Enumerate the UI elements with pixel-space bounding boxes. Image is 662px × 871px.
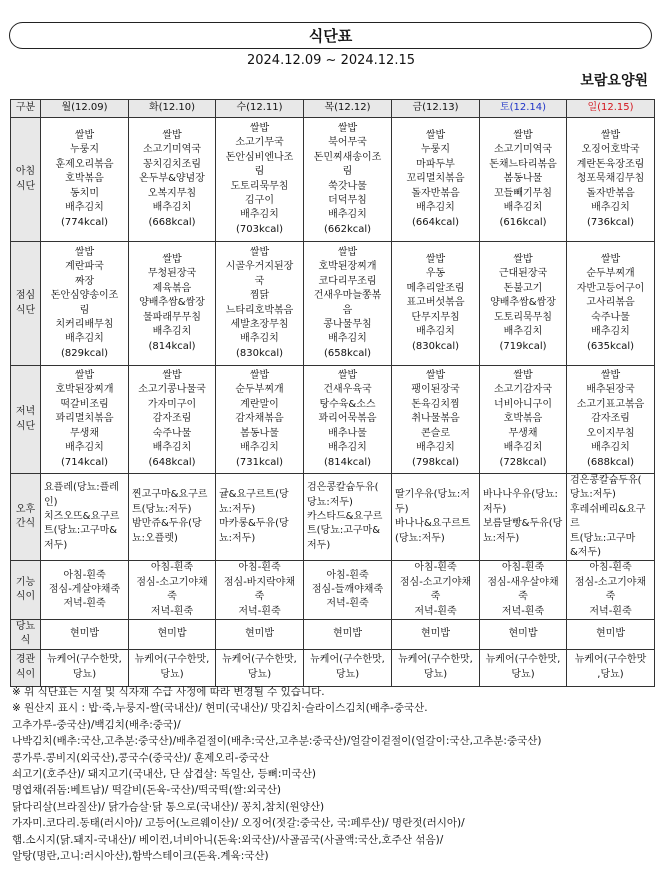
menu-cell: 현미밥 [41, 620, 129, 650]
row-label-tube-feeding: 경관 식이 [11, 649, 41, 686]
menu-cell: 쌀밥 누룽지 마파두부 꼬리멸치볶음 돌자반볶음 배추김치 (664kcal) [392, 118, 480, 242]
menu-cell: 딸기우유(당뇨:저 두) 바나나&요구르트 (당뇨:저두) [392, 474, 480, 561]
menu-cell: 뉴케어(구수한맛, 당뇨) [392, 649, 480, 686]
menu-cell: 쌀밥 팽이된장국 돈육김치찜 취나물볶음 콘슬로 배추김치 (798kcal) [392, 366, 480, 474]
note-line: 가자미.코다리.동태(러시아)/ 고등어(노르웨이산)/ 오징어(젓갈:중국산, 국:페루산)/ 명란젓(러시아)/ [12, 817, 465, 830]
note-line: 콩가루.콩비지(외국산),콩국수(중국산)/ 훈제오리-중국산 [12, 751, 269, 764]
menu-cell: 쌀밥 소고기감자국 너비아니구이 호박볶음 무생채 배추김치 (728kcal) [480, 366, 567, 474]
category-header: 구분 [11, 100, 41, 118]
menu-cell: 아침-흰죽 점심-게살야채죽 저녁-흰죽 [41, 561, 129, 620]
menu-cell: 귤&요구르트(당 뇨:저두) 마카롱&두유(당 뇨:저두) [216, 474, 304, 561]
menu-cell: 쌀밥 근대된장국 돈불고기 양배추쌈&쌈장 도토리묵무침 배추김치 (719kcal) [480, 242, 567, 366]
menu-cell: 뉴케어(구수한맛, 당뇨) [41, 649, 129, 686]
menu-cell: 쌀밥 시골우거지된장 국 찜닭 느타리호박볶음 세발초장무침 배추김치 (830kcal) [216, 242, 304, 366]
menu-cell: 요플레(당뇨:플레 인) 치즈오뜨&요구르 트(당뇨:고구마& 저두) [41, 474, 129, 561]
menu-row-lunch [11, 242, 655, 366]
note-line: 고추가루-중국산)/백김치(배추:중국)/ [12, 718, 181, 731]
note-line: 알탕(명란,고니:러시아산),함박스테이크(돈육.계육:국산) [12, 850, 269, 863]
menu-cell: 아침-흰죽 점심-들깨야채죽 저녁-흰죽 [304, 561, 392, 620]
menu-cell: 아침-흰죽 점심-소고기야채 죽 저녁-흰죽 [392, 561, 480, 620]
date-range: 2024.12.09 ~ 2024.12.15 [246, 53, 416, 68]
menu-cell: 쌀밥 소고기미역국 돈채느타리볶음 봄동나물 꼬들빼기무침 배추김치 (616kcal) [480, 118, 567, 242]
menu-cell: 쌀밥 우동 메추리알조림 표고버섯볶음 단무지무침 배추김치 (830kcal) [392, 242, 480, 366]
note-line: ※ 위 식단표는 시설 및 식자재 수급 사정에 따라 변경될 수 있습니다. [12, 686, 325, 698]
menu-cell: 아침-흰죽 점심-바지락야채 죽 저녁-흰죽 [216, 561, 304, 620]
day-header-sun: 일(12.15) [567, 100, 655, 118]
menu-row-breakfast [11, 118, 655, 242]
menu-cell: 아침-흰죽 점심-소고기야채 죽 저녁-흰죽 [567, 561, 655, 620]
menu-cell: 바나나우유(당뇨: 저두) 보름달빵&두유(당 뇨:저두) [480, 474, 567, 561]
menu-cell: 쌀밥 오징어호박국 계란돈육장조림 청포묵채김무침 돌자반볶음 배추김치 (736kcal) [567, 118, 655, 242]
notes-section [12, 684, 652, 864]
day-header-tue: 화(12.10) [129, 100, 216, 118]
menu-cell: 검은콩칼슘두유( 당뇨:저두) 카스타드&요구르 트(당뇨:고구마& 저두) [304, 474, 392, 561]
menu-cell: 쌀밥 배추된장국 소고기표고볶음 감자조림 오이지무침 배추김치 (688kcal) [567, 366, 655, 474]
menu-cell: 뉴케어(구수한맛, 당뇨) [129, 649, 216, 686]
row-label-dinner: 저녁 식단 [11, 366, 41, 474]
menu-cell: 아침-흰죽 점심-새우살야채 죽 저녁-흰죽 [480, 561, 567, 620]
menu-row-special-diet [11, 561, 655, 620]
page-title-box [9, 22, 652, 49]
menu-cell: 쌀밥 건새우육국 탕수육&소스 꽈리어묵볶음 배추나물 배추김치 (814kcal) [304, 366, 392, 474]
note-line: 쇠고기(호주산)/ 돼지고기(국내산, 단 삼겹살: 독일산, 등뼈:미국산) [12, 768, 316, 781]
menu-cell: 쌀밥 소고기미역국 꽁치김치조림 온두부&양념장 오복지무침 배추김치 (668kcal) [129, 118, 216, 242]
menu-cell: 현미밥 [216, 620, 304, 650]
menu-cell: 검은콩칼슘두유( 당뇨:저두) 후레쉬베리&요구르 트(당뇨:고구마 &저두) [567, 474, 655, 561]
menu-cell: 쌀밥 계란파국 짜장 돈안심양송이조 림 치커리배무침 배추김치 (829kcal) [41, 242, 129, 366]
menu-row-dinner [11, 366, 655, 474]
menu-cell: 뉴케어(구수한맛 ,당뇨) [567, 649, 655, 686]
menu-cell: 쌀밥 무청된장국 제육볶음 양배추쌈&쌈장 물파래무무침 배추김치 (814kcal) [129, 242, 216, 366]
menu-cell: 뉴케어(구수한맛, 당뇨) [216, 649, 304, 686]
day-header-thu: 목(12.12) [304, 100, 392, 118]
row-label-special-diet: 기능 식이 [11, 561, 41, 620]
menu-cell: 현미밥 [567, 620, 655, 650]
row-label-snack: 오후 간식 [11, 474, 41, 561]
row-label-diabetic-diet: 당뇨 식 [11, 620, 41, 650]
menu-cell: 쌀밥 순두부찌개 계란말이 감자채볶음 봄동나물 배추김치 (731kcal) [216, 366, 304, 474]
menu-cell: 아침-흰죽 점심-소고기야채 죽 저녁-흰죽 [129, 561, 216, 620]
menu-cell: 쌀밥 북어무국 돈민찌새송이조 림 쑥갓나물 더덕무침 배추김치 (662kcal) [304, 118, 392, 242]
row-label-lunch: 점심 식단 [11, 242, 41, 366]
note-line: 닭다리살(브라질산)/ 닭가슴살·닭 통으로(국내산)/ 꽁치,참치(원양산) [12, 800, 325, 813]
menu-row-snack [11, 474, 655, 561]
header-row [11, 100, 655, 118]
note-line: 나박김치(배추:국산,고추분:중국산)/배추겉절이(배추:국산,고추분:중국산)/얼갈이겉절이(얼갈이:국산,고추분:중국산) [12, 735, 542, 748]
menu-cell: 쌀밥 소고기콩나물국 가자미구이 감자조림 숙주나물 배추김치 (648kcal) [129, 366, 216, 474]
day-header-mon: 월(12.09) [41, 100, 129, 118]
menu-cell: 현미밥 [480, 620, 567, 650]
menu-cell: 찐고구마&요구르 트(당뇨:저두) 밤만쥬&두유(당 뇨:오플렛) [129, 474, 216, 561]
menu-row-tube-feeding [11, 649, 655, 686]
page-title: 식단표 [308, 27, 353, 45]
facility-name: 보람요양원 [580, 73, 648, 89]
menu-cell: 뉴케어(구수한맛, 당뇨) [304, 649, 392, 686]
day-header-fri: 금(12.13) [392, 100, 480, 118]
menu-cell: 쌀밥 순두부찌개 자반고등어구이 고사리볶음 숙주나물 배추김치 (635kcal) [567, 242, 655, 366]
day-header-wed: 수(12.11) [216, 100, 304, 118]
menu-table [10, 99, 655, 687]
menu-cell: 현미밥 [304, 620, 392, 650]
note-line: 명엽채(쥐돔:베트남)/ 떡갈비(돈육-국산)/떡국떡(쌀:외국산) [12, 784, 282, 797]
note-line: 햄.소시지(닭.돼지-국내산)/ 베이컨,너비아니(돈육:외국산)/사골곰국(사골액:국산,호주산 섞음)/ [12, 833, 444, 846]
row-label-breakfast: 아침 식단 [11, 118, 41, 242]
menu-cell: 현미밥 [129, 620, 216, 650]
menu-row-diabetic-diet [11, 620, 655, 650]
day-header-sat: 토(12.14) [480, 100, 567, 118]
menu-cell: 쌀밥 누룽지 훈제오리볶음 호박볶음 동치미 배추김치 (774kcal) [41, 118, 129, 242]
menu-cell: 쌀밥 호박된장찌개 코다리무조림 건새우마늘쫑볶 음 콩나물무침 배추김치 (658kcal) [304, 242, 392, 366]
menu-cell: 현미밥 [392, 620, 480, 650]
menu-cell: 쌀밥 소고기무국 돈안심비엔나조 림 도토리묵무침 김구이 배추김치 (703kcal) [216, 118, 304, 242]
menu-cell: 뉴케어(구수한맛, 당뇨) [480, 649, 567, 686]
menu-cell: 쌀밥 호박된장찌개 떡갈비조림 꽈리멸치볶음 무생채 배추김치 (714kcal) [41, 366, 129, 474]
note-line: ※ 원산지 표시 : 밥·죽,누룽지-쌀(국내산)/ 현미(국내산)/ 맛김치·슬라이스김치(배추-중국산. [12, 702, 428, 715]
